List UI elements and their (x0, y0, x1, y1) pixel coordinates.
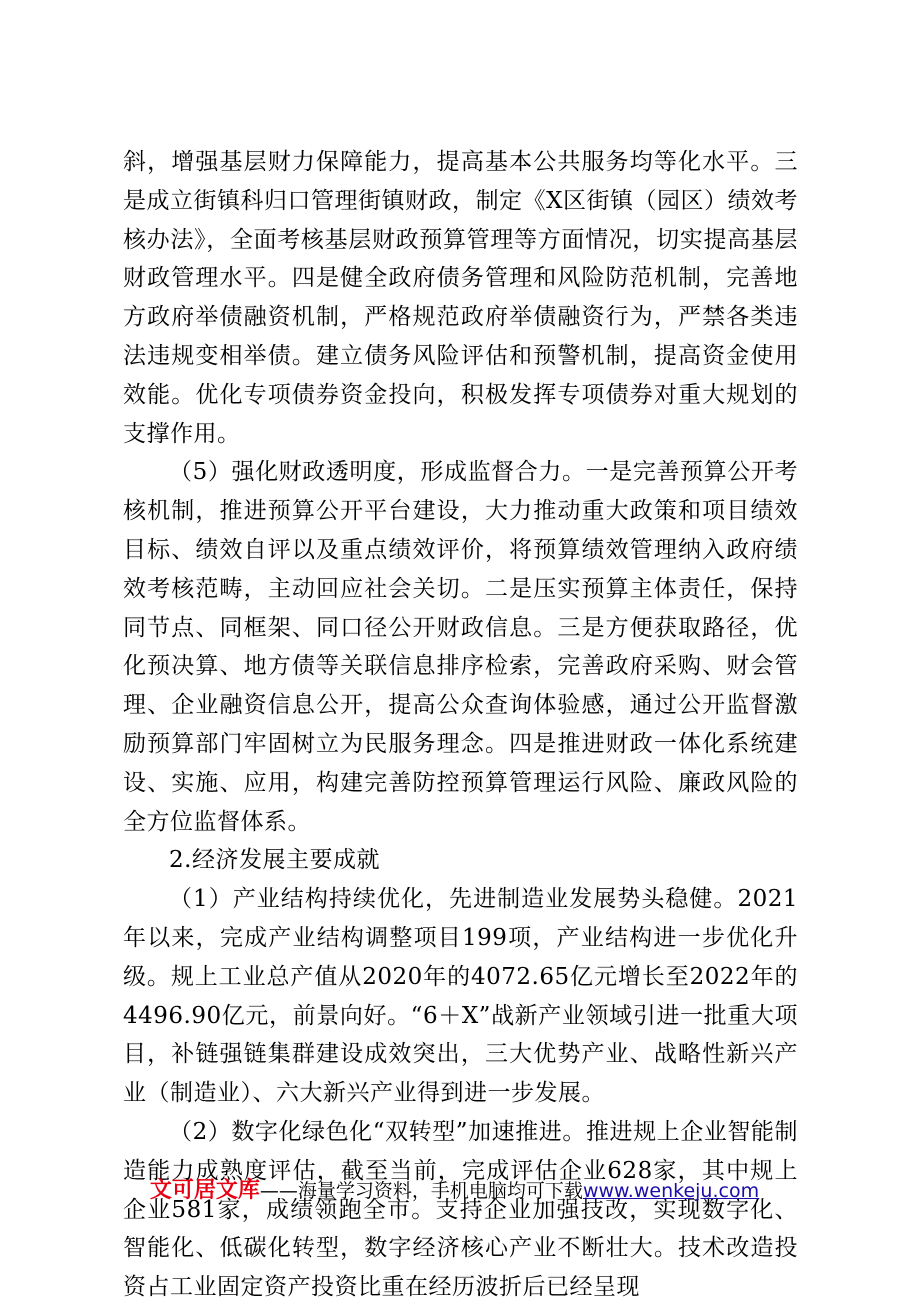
section-heading-economic-achievements: 2.经济发展主要成就 (169, 847, 380, 874)
footer-slogan: ——海量学习资料，手机电脑均可下载 (259, 1180, 583, 1202)
footer-website-link[interactable]: www.wenkeju.com (582, 1180, 760, 1202)
paragraph-continuation: 斜，增强基层财力保障能力，提高基本公共服务均等化水平。三是成立街镇科归口管理街镇财政，制定《X区街镇（园区）绩效考核办法》，全面考核基层财政预算管理等方面情况，切实提高基层财政管理水平。四是健全政府债务管理和风险防范机制，完善地方政府举债融资机制，严格规范政府举债融资行为，严禁各类违法违规变相举债。建立债务风险评估和预警机制，提高资金使用效能。优化专项债券资金投向，积极发挥专项债券对重大规划的支撑作用。 (123, 149, 798, 447)
document-body (123, 143, 798, 1307)
paragraph-industrial-structure: （1）产业结构持续优化，先进制造业发展势头稳健。2021年以来，完成产业结构调整项目199项，产业结构进一步优化升级。规上工业总产值从2020年的4072.65亿元增长至2022年的4496.90亿元，前景向好。“6＋X”战新产业领域引进一批重大项目，补链强链集群建设成效突出，三大优势产业、战略性新兴产业（制造业）、六大新兴产业得到进一步发展。 (123, 886, 798, 1107)
paragraph-fiscal-transparency: （5）强化财政透明度，形成监督合力。一是完善预算公开考核机制，推进预算公开平台建设，大力推动重大政策和项目绩效目标、绩效自评以及重点绩效评价，将预算绩效管理纳入政府绩效考核范畴，主动回应社会关切。二是压实预算主体责任，保持同节点、同框架、同口径公开财政信息。三是方便获取路径，优化预决算、地方债等关联信息排序检索，完善政府采购、财会管理、企业融资信息公开，提高公众查询体验感，通过公开监督激励预算部门牢固树立为民服务理念。四是推进财政一体化系统建设、实施、应用，构建完善防控预算管理运行风险、廉政风险的全方位监督体系。 (123, 459, 798, 835)
paragraph-digital-green-transformation: （2）数字化绿色化“双转型”加速推进。推进规上企业智能制造能力成熟度评估，截至当前，完成评估企业628家，其中规上企业581家，成绩领跑全市。支持企业加强技改，实现数字化、智能化、低碳化转型，数字经济核心产业不断壮大。技术改造投资占工业固定资产投资比重在经历波折后已经呈现 (123, 1118, 798, 1301)
footer-brand: 文可居文库 (149, 1178, 260, 1203)
footer-banner (0, 1178, 909, 1204)
